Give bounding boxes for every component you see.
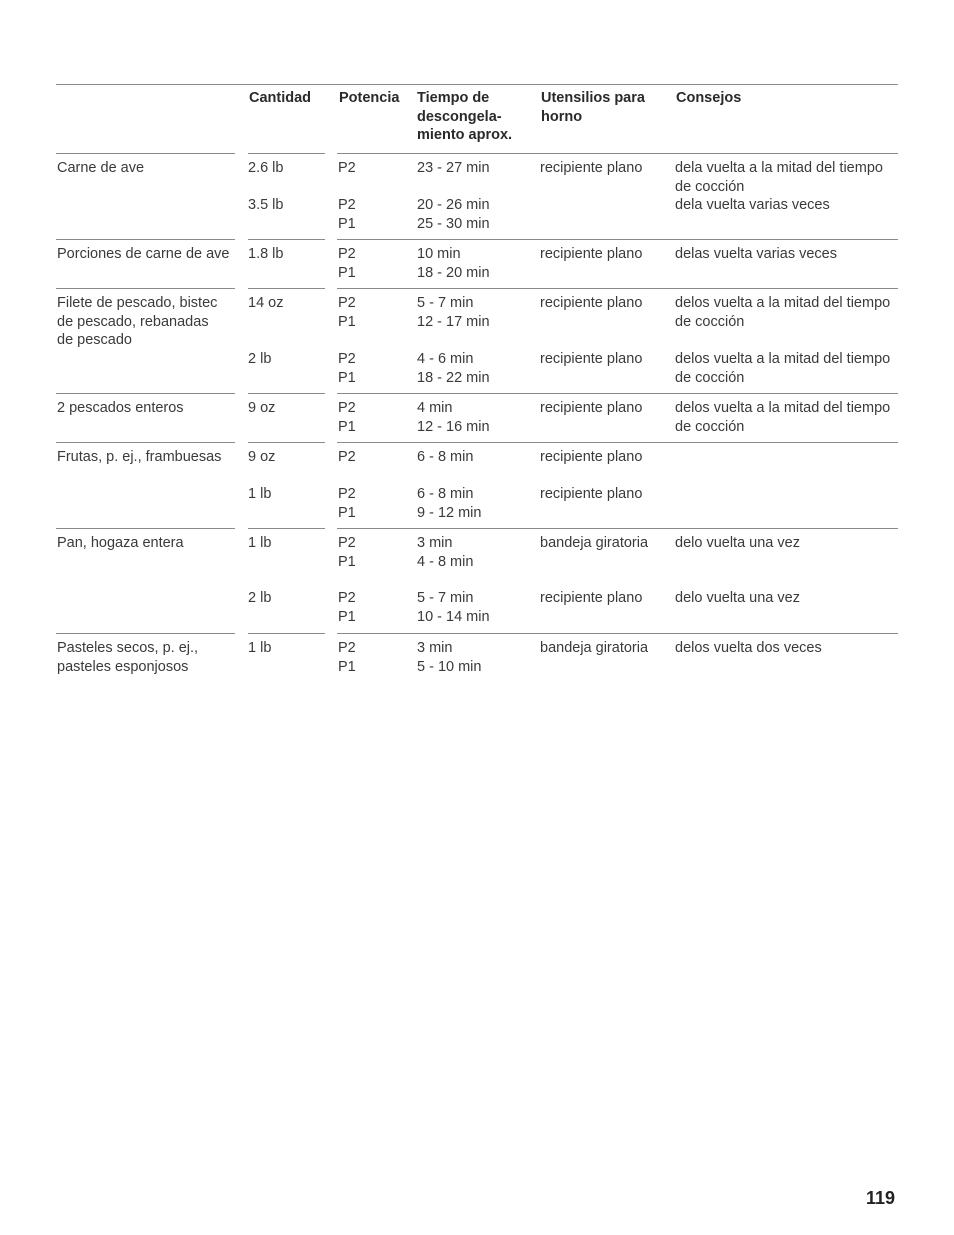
thaw-time-line: 12 - 16 min [417, 418, 490, 435]
quantity-value: 1.8 lb [248, 246, 284, 262]
power-level-line: P1 [338, 369, 356, 386]
power-level-line: P2 [338, 449, 356, 465]
cookware-value: recipiente plano [540, 295, 643, 311]
row-separator [337, 239, 898, 240]
thaw-time [417, 245, 490, 282]
power-level-line: P2 [338, 486, 356, 502]
quantity-value: 1 lb [248, 640, 272, 656]
thaw-time-line: 4 - 6 min [417, 351, 474, 367]
thaw-time-line: 4 - 8 min [417, 553, 474, 570]
row-separator [248, 528, 325, 529]
power-level [338, 294, 356, 331]
thaw-time [417, 639, 481, 676]
thaw-time [417, 534, 473, 571]
header-utensilios [541, 89, 666, 126]
food-item-line: Carne de ave [57, 160, 145, 176]
quantity-value: 2.6 lb [248, 160, 284, 176]
tip-text: delos vuelta a la mitad del tiempo de cocción [675, 295, 891, 330]
row-separator [248, 442, 325, 443]
cookware-value: recipiente plano [540, 246, 643, 262]
header-tiempo-line: Tiempo de [417, 90, 490, 106]
header-potencia: Potencia [339, 90, 400, 106]
thaw-time-line: 10 - 14 min [417, 608, 490, 625]
quantity-value: 9 oz [248, 400, 276, 416]
food-item-line: Pan, hogaza entera [57, 535, 184, 551]
thaw-time [417, 350, 490, 387]
cookware-value: recipiente plano [540, 400, 643, 416]
row-separator [56, 288, 235, 289]
row-separator [337, 442, 898, 443]
row-separator [56, 633, 235, 634]
quantity-value: 1 lb [248, 486, 272, 502]
cookware-value: recipiente plano [540, 449, 643, 465]
cookware-value: recipiente plano [540, 160, 643, 176]
power-level [338, 196, 356, 233]
page-number: 119 [866, 1188, 896, 1208]
thaw-time-line: 18 - 20 min [417, 264, 490, 281]
row-separator [56, 393, 235, 394]
thaw-time-line: 20 - 26 min [417, 197, 490, 213]
row-separator [56, 153, 235, 154]
header-tiempo [417, 89, 532, 145]
food-item [57, 159, 237, 178]
power-level [338, 589, 356, 626]
power-level-line: P1 [338, 504, 356, 521]
quantity-value: 9 oz [248, 449, 276, 465]
thaw-time-line: 25 - 30 min [417, 215, 490, 232]
thaw-time-line: 5 - 10 min [417, 658, 482, 675]
header-tiempo-line: miento aprox. [417, 127, 513, 143]
power-level [338, 534, 356, 571]
header-cantidad: Cantidad [249, 90, 312, 106]
tip-text: delos vuelta a la mitad del tiempo de cocción [675, 351, 891, 386]
power-level [338, 399, 356, 436]
row-separator [337, 528, 898, 529]
power-level-line: P2 [338, 160, 356, 176]
power-level-line: P1 [338, 553, 356, 570]
quantity-value: 2 lb [248, 351, 272, 367]
row-separator [337, 153, 898, 154]
cookware-value: bandeja giratoria [540, 640, 649, 656]
food-item [57, 399, 237, 418]
power-level-line: P1 [338, 658, 356, 675]
thaw-time-line: 4 min [417, 400, 453, 416]
power-level-line: P2 [338, 400, 356, 416]
quantity-value: 2 lb [248, 590, 272, 606]
row-separator [248, 153, 325, 154]
thaw-time-line: 12 - 17 min [417, 313, 490, 330]
thaw-time-line: 18 - 22 min [417, 369, 490, 386]
row-separator [337, 288, 898, 289]
tip-text: dela vuelta a la mitad del tiempo de cocción [675, 160, 883, 195]
food-item-line: Porciones de carne de ave [57, 246, 230, 262]
food-item-line: 2 pescados enteros [57, 400, 184, 416]
cookware-value: recipiente plano [540, 486, 643, 502]
cookware-value: bandeja giratoria [540, 535, 649, 551]
row-separator [248, 633, 325, 634]
food-item-line: Pasteles secos, p. ej., [57, 640, 199, 656]
tip-text: delos vuelta dos veces [675, 640, 822, 656]
power-level [338, 245, 356, 282]
power-level [338, 159, 356, 178]
thaw-time-line: 10 min [417, 246, 461, 262]
quantity-value: 1 lb [248, 535, 272, 551]
food-item [57, 245, 237, 264]
power-level-line: P2 [338, 535, 356, 551]
power-level [338, 639, 356, 676]
power-level-line: P2 [338, 640, 356, 656]
row-separator [56, 442, 235, 443]
thaw-time [417, 589, 490, 626]
thaw-time-line: 6 - 8 min [417, 486, 474, 502]
tip-text: dela vuelta varias veces [675, 197, 830, 213]
power-level-line: P2 [338, 246, 356, 262]
header-consejos: Consejos [676, 90, 742, 106]
power-level-line: P2 [338, 590, 356, 606]
thaw-time-line: 3 min [417, 535, 453, 551]
thaw-time-line: 5 - 7 min [417, 295, 474, 311]
tip-text: delos vuelta a la mitad del tiempo de cocción [675, 400, 891, 435]
power-level [338, 448, 356, 467]
row-separator [56, 528, 235, 529]
power-level-line: P1 [338, 418, 356, 435]
quantity-value: 3.5 lb [248, 197, 284, 213]
thaw-time [417, 448, 473, 467]
food-item-line: de pescado [57, 332, 132, 348]
tip-text: delo vuelta una vez [675, 535, 800, 551]
header-utensilios-line: Utensilios para [541, 90, 645, 106]
thaw-time [417, 399, 490, 436]
power-level [338, 485, 356, 522]
quantity-value: 14 oz [248, 295, 284, 311]
header-utensilios-line: horno [541, 108, 583, 125]
food-item-line: Filete de pescado, bistec [57, 295, 218, 311]
row-separator [248, 288, 325, 289]
thaw-time [417, 485, 481, 522]
thaw-time-line: 5 - 7 min [417, 590, 474, 606]
row-separator [248, 239, 325, 240]
cookware-value: recipiente plano [540, 351, 643, 367]
header-tiempo-line: descongela- [417, 108, 502, 125]
food-item [57, 534, 237, 553]
food-item [57, 639, 237, 676]
power-level [338, 350, 356, 387]
cookware-value: recipiente plano [540, 590, 643, 606]
food-item-line: Frutas, p. ej., frambuesas [57, 449, 222, 465]
power-level-line: P1 [338, 264, 356, 281]
tip-text: delas vuelta varias veces [675, 246, 837, 262]
row-separator [337, 393, 898, 394]
thaw-time-line: 9 - 12 min [417, 504, 482, 521]
power-level-line: P1 [338, 608, 356, 625]
power-level-line: P2 [338, 351, 356, 367]
thaw-time [417, 196, 490, 233]
power-level-line: P2 [338, 295, 356, 311]
row-separator [337, 633, 898, 634]
row-separator [248, 393, 325, 394]
tip-text: delo vuelta una vez [675, 590, 800, 606]
thaw-time-line: 3 min [417, 640, 453, 656]
power-level-line: P1 [338, 215, 356, 232]
food-item [57, 294, 237, 350]
thaw-time-line: 6 - 8 min [417, 449, 474, 465]
power-level-line: P2 [338, 197, 356, 213]
food-item-line: de pescado, rebanadas [57, 313, 209, 330]
food-item [57, 448, 237, 467]
food-item-line: pasteles esponjosos [57, 658, 189, 675]
header-top-rule [56, 84, 898, 85]
thaw-time [417, 294, 490, 331]
thaw-time [417, 159, 490, 178]
thaw-time-line: 23 - 27 min [417, 160, 490, 176]
power-level-line: P1 [338, 313, 356, 330]
row-separator [56, 239, 235, 240]
